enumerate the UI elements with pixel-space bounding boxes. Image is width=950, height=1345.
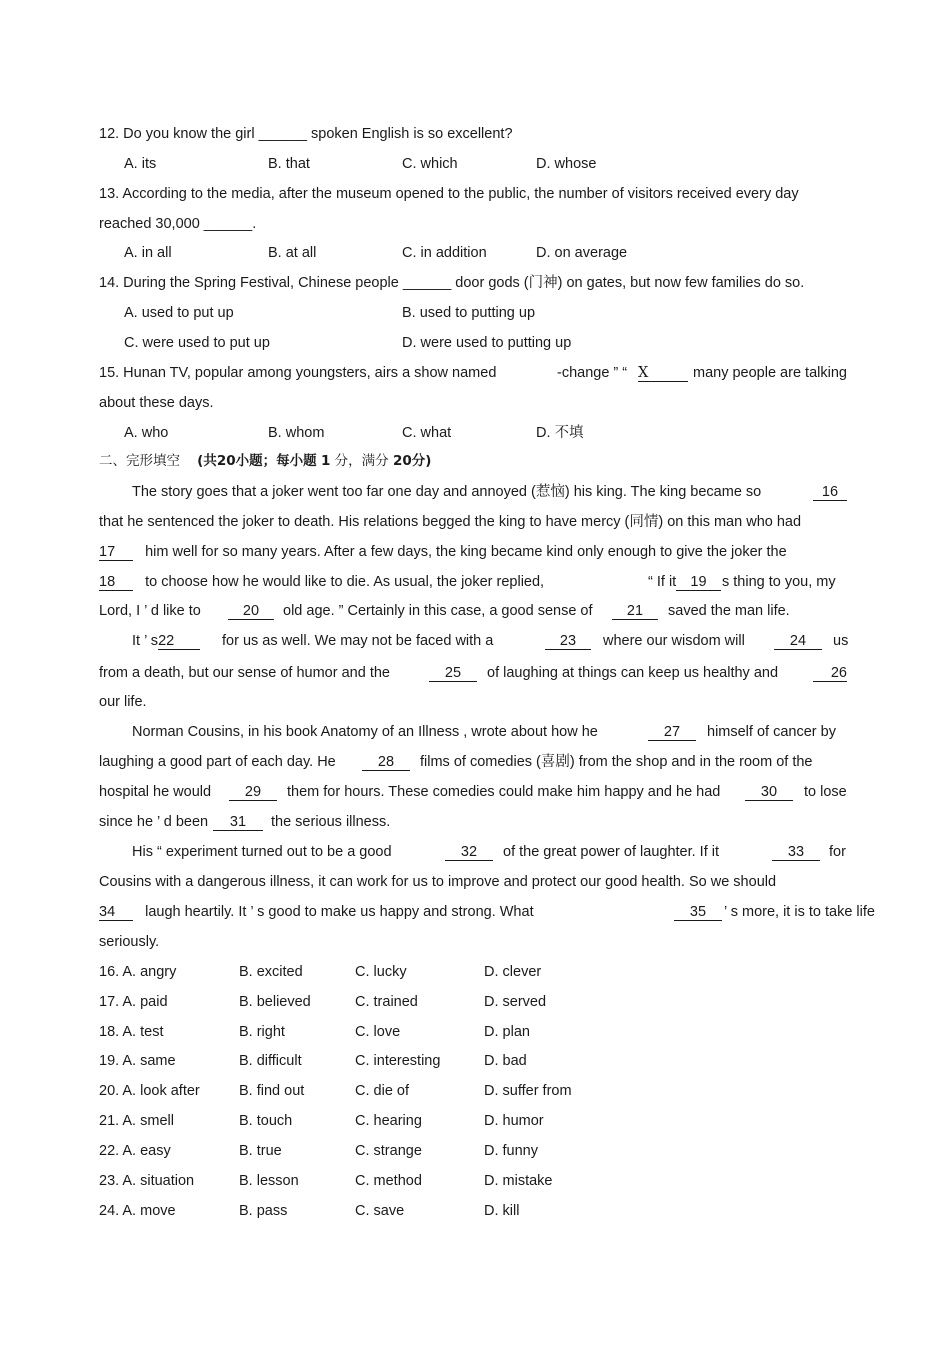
passage-line-11: hospital he would: [99, 784, 212, 800]
passage-line-10: laughing a good part of each day. He: [99, 754, 336, 770]
passage-line-7: from a death, but our sense of humor and the: [99, 665, 390, 681]
q12-option-d: D. whose: [536, 156, 597, 172]
passage-line-1: The story goes that a joker went too far one day and annoyed (惹恼) his king. The king became so: [132, 484, 762, 500]
choice-24-c: C. save: [355, 1203, 405, 1219]
blank-18: 18: [99, 574, 133, 591]
choice-21-a: 21. A. smell: [99, 1113, 174, 1129]
passage-line-6: It ’ s22: [132, 632, 200, 650]
passage-line-13b: of the great power of laughter. If it: [503, 844, 720, 860]
choice-24-b: B. pass: [239, 1203, 288, 1219]
choice-17-b: B. believed: [239, 994, 311, 1010]
passage-line-16: seriously.: [99, 934, 160, 950]
q13-option-c: C. in addition: [402, 245, 487, 261]
question-15-stem: [99, 364, 496, 382]
passage-line-6c: where our wisdom will: [603, 633, 745, 649]
blank-35: 35: [674, 903, 722, 921]
choice-23-c: C. method: [355, 1173, 422, 1189]
q15-option-a: A. who: [124, 425, 169, 441]
passage-line-15: 34 laugh heartily. It ’ s good to make us happy and strong. What: [99, 904, 534, 920]
blank-17: 17: [99, 544, 133, 561]
choice-21-d: D. humor: [484, 1113, 544, 1129]
passage-line-5: Lord, I ’ d like to: [99, 603, 201, 619]
blank-29: 29: [229, 783, 277, 801]
choice-23-a: 23. A. situation: [99, 1173, 195, 1189]
blank-22: 22: [158, 633, 200, 650]
blank-25: 25: [429, 664, 477, 682]
blank-34: 34: [99, 904, 133, 921]
choice-21-c: C. hearing: [355, 1113, 422, 1129]
choice-20-b: B. find out: [239, 1083, 305, 1099]
passage-line-9: Norman Cousins, in his book Anatomy of an Illness , wrote about how he: [132, 724, 598, 740]
choice-18-c: C. love: [355, 1024, 401, 1040]
question-15-stem-cont: about these days.: [99, 395, 214, 411]
question-13-stem: 13. According to the media, after the museum opened to the public, the number of visitors received every day: [99, 186, 799, 202]
q15-stem-part-a: 15. Hunan TV, popular among youngsters, airs a show named: [99, 365, 497, 381]
choice-20-d: D. suffer from: [484, 1083, 572, 1099]
passage-line-2: that he sentenced the joker to death. His relations begged the king to have mercy (同情) on this man who had: [99, 514, 802, 530]
passage-line-13: His “ experiment turned out to be a good: [132, 844, 392, 860]
q15-stem-part-c: many people are talking: [693, 365, 847, 381]
passage-line-7b: of laughing at things can keep us healthy and: [487, 665, 779, 681]
choice-22-d: D. funny: [484, 1143, 538, 1159]
choice-23-b: B. lesson: [239, 1173, 299, 1189]
passage-line-8: our life.: [99, 694, 147, 710]
section-2-heading: 二、完形填空 (共20小题；每小题 1 分，满分 20分): [99, 453, 432, 469]
passage-line-12b: the serious illness.: [271, 814, 391, 830]
blank-16: 16: [813, 483, 847, 501]
blank-33: 33: [772, 843, 820, 861]
choice-17-c: C. trained: [355, 994, 418, 1010]
passage-line-5b: old age. ” Certainly in this case, a good sense of: [283, 603, 593, 619]
q14-option-d: D. were used to putting up: [402, 335, 572, 351]
choice-17-a: 17. A. paid: [99, 994, 168, 1010]
choice-16-c: C. lucky: [355, 964, 407, 980]
blank-20: 20: [228, 602, 274, 620]
question-14-stem: 14. During the Spring Festival, Chinese people ______ door gods (门神) on gates, but now few families do so.: [99, 275, 805, 291]
choice-24-d: D. kill: [484, 1203, 520, 1219]
passage-line-6b: for us as well. We may not be faced with a: [222, 633, 494, 649]
passage-line-10b: films of comedies (喜剧) from the shop and in the room of the: [420, 754, 813, 770]
choice-19-a: 19. A. same: [99, 1053, 176, 1069]
q15-stem-part-b: -change ” “: [557, 365, 628, 381]
choice-18-b: B. right: [239, 1024, 285, 1040]
passage-line-9b: himself of cancer by: [707, 724, 836, 740]
blank-26: 26: [813, 664, 847, 682]
blank-21: 21: [612, 602, 658, 620]
choice-22-b: B. true: [239, 1143, 282, 1159]
passage-line-4: 18 to choose how he would like to die. As usual, the joker replied,: [99, 574, 545, 590]
choice-22-a: 22. A. easy: [99, 1143, 171, 1159]
q13-option-b: B. at all: [268, 245, 317, 261]
passage-line-4b: “ If it: [648, 574, 677, 590]
choice-18-d: D. plan: [484, 1024, 530, 1040]
choice-19-c: C. interesting: [355, 1053, 441, 1069]
blank-28: 28: [362, 753, 410, 771]
q12-option-a: A. its: [124, 156, 157, 172]
q15-option-d: D. 不填: [536, 425, 584, 441]
q13-option-a: A. in all: [124, 245, 172, 261]
q13-option-d: D. on average: [536, 245, 628, 261]
choice-16-d: D. clever: [484, 964, 542, 980]
choice-17-d: D. served: [484, 994, 547, 1010]
passage-line-3: 17 him well for so many years. After a few days, the king became kind only enough to give the joker the: [99, 544, 787, 560]
passage-line-15b: ’ s more, it is to take life: [724, 904, 875, 920]
choice-19-d: D. bad: [484, 1053, 527, 1069]
q15-option-c: C. what: [402, 425, 452, 441]
passage-line-4c: s thing to you, my: [722, 574, 836, 590]
choice-22-c: C. strange: [355, 1143, 422, 1159]
passage-line-5c: saved the man life.: [668, 603, 790, 619]
choice-19-b: B. difficult: [239, 1053, 302, 1069]
question-13-stem-cont: reached 30,000 ______.: [99, 216, 257, 232]
q15-option-b: B. whom: [268, 425, 325, 441]
q15-blank-x: X: [638, 365, 688, 382]
choice-16-a: 16. A. angry: [99, 964, 177, 980]
q14-option-a: A. used to put up: [124, 305, 234, 321]
passage-line-11c: to lose: [804, 784, 847, 800]
blank-23: 23: [545, 632, 591, 650]
passage-line-14: Cousins with a dangerous illness, it can work for us to improve and protect our good health. So we should: [99, 874, 777, 890]
blank-30: 30: [745, 783, 793, 801]
blank-24: 24: [774, 632, 822, 650]
choice-18-a: 18. A. test: [99, 1024, 164, 1040]
passage-line-11b: them for hours. These comedies could make him happy and he had: [287, 784, 721, 800]
blank-31: 31: [213, 813, 263, 831]
blank-27: 27: [648, 723, 696, 741]
blank-19: 19: [676, 573, 721, 591]
blank-32: 32: [445, 843, 493, 861]
passage-line-12: since he ’ d been: [99, 814, 209, 830]
q12-option-c: C. which: [402, 156, 458, 172]
q15-blank: [638, 364, 688, 382]
choice-21-b: B. touch: [239, 1113, 293, 1129]
choice-24-a: 24. A. move: [99, 1203, 176, 1219]
q14-option-c: C. were used to put up: [124, 335, 270, 351]
question-12-stem: 12. Do you know the girl ______ spoken English is so excellent?: [99, 126, 513, 142]
q12-option-b: B. that: [268, 156, 310, 172]
passage-line-6d: us: [833, 633, 849, 649]
choice-23-d: D. mistake: [484, 1173, 553, 1189]
q14-option-b: B. used to putting up: [402, 305, 536, 321]
choice-20-c: C. die of: [355, 1083, 409, 1099]
passage-line-13c: for: [829, 844, 846, 860]
choice-20-a: 20. A. look after: [99, 1083, 200, 1099]
choice-16-b: B. excited: [239, 964, 303, 980]
